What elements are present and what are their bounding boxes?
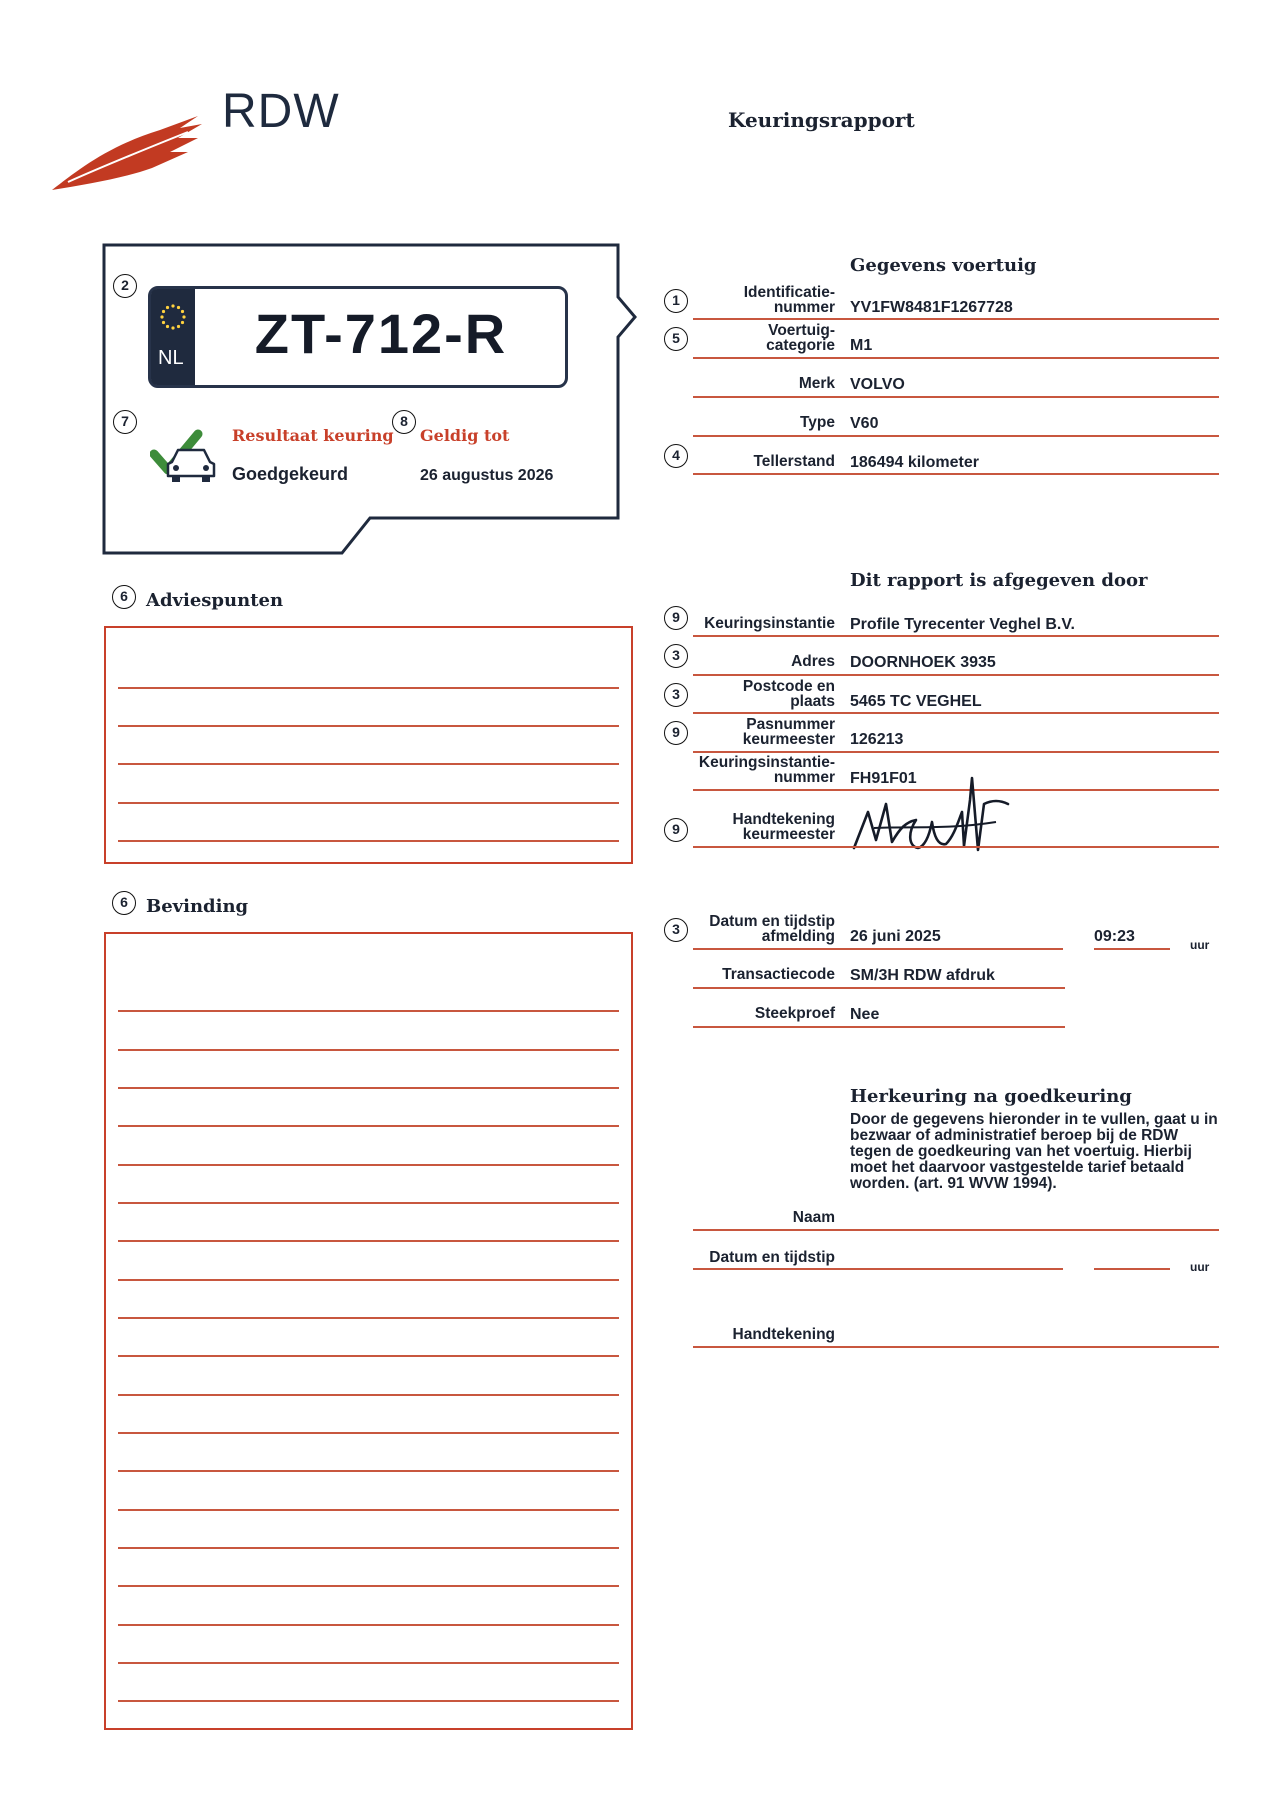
registration-date: 26 juni 2025 (850, 928, 941, 945)
marker-9a: 9 (664, 606, 688, 630)
approved-car-icon (150, 428, 218, 486)
valid-until-value: 26 augustus 2026 (420, 467, 554, 484)
sample-check-label: Steekproef (754, 1005, 835, 1022)
address-label: Adres (791, 653, 835, 670)
vin-label: Identificatie- nummer (743, 284, 835, 316)
result-label: Resultaat keuring (232, 426, 394, 445)
eu-band (151, 289, 195, 385)
reinspection-unit: uur (1190, 1260, 1210, 1274)
sample-check-value: Nee (850, 1006, 880, 1023)
transaction-value: SM/3H RDW afdruk (850, 967, 995, 984)
marker-6: 6 (112, 585, 136, 609)
inspection-number-value: FH91F01 (850, 770, 917, 787)
advice-title: Adviespunten (146, 590, 284, 611)
inspection-body-label: Keuringsinstantie (704, 615, 835, 632)
eu-stars-icon (159, 303, 187, 331)
signature-field[interactable] (850, 1318, 1219, 1344)
name-field[interactable] (850, 1214, 1219, 1228)
inspection-body-value: Profile Tyrecenter Veghel B.V. (850, 616, 1075, 633)
signature-label: Handtekening (732, 1326, 835, 1343)
marker-1: 1 (664, 289, 688, 313)
marker-9b: 9 (664, 721, 688, 745)
inspection-number-label: Keuringsinstantie- nummer (698, 754, 835, 786)
valid-until-label: Geldig tot (420, 426, 510, 445)
transaction-label: Transactiecode (722, 966, 835, 983)
marker-5: 5 (664, 327, 688, 351)
odometer-label: Tellerstand (753, 453, 835, 470)
vehicle-heading: Gegevens voertuig (850, 255, 1037, 276)
finding-box (104, 932, 633, 1730)
document-title: Keuringsrapport (728, 108, 915, 132)
plate-registration: ZT-712-R (254, 302, 508, 365)
type-label: Type (799, 414, 835, 431)
postcode-label: Postcode en plaats (742, 678, 835, 710)
finding-title: Bevinding (146, 896, 249, 917)
advice-box (104, 626, 633, 864)
marker-6b: 6 (112, 891, 136, 915)
marker-3c: 3 (664, 918, 688, 942)
marker-9c: 9 (664, 818, 688, 842)
category-label: Voertuig- categorie (766, 322, 835, 354)
reinspection-time-field[interactable] (1094, 1253, 1170, 1267)
name-label: Naam (792, 1209, 835, 1226)
type-value: V60 (850, 415, 879, 432)
marker-3a: 3 (664, 644, 688, 668)
odometer-value: 186494 kilometer (850, 454, 979, 471)
marker-8: 8 (392, 410, 416, 434)
marker-2: 2 (113, 274, 137, 298)
address-value: DOORNHOEK 3935 (850, 654, 996, 671)
reinspection-text: Door de gegevens hieronder in te vullen, gaat u in bezwaar of administratief beroep bij de RDW tegen de goedkeuring van het voertuig. Hierbij moet het daarvoor vastgestelde tarief betaald worden. (art. 91 WVW 1994). (850, 1111, 1218, 1192)
marker-7: 7 (113, 410, 137, 434)
reinspection-date-field[interactable] (850, 1253, 1063, 1267)
category-value: M1 (850, 337, 873, 354)
pass-number-label: Pasnummer keurmeester (742, 716, 835, 748)
registration-time: 09:23 (1094, 928, 1135, 945)
license-plate (148, 286, 568, 388)
marker-4: 4 (664, 444, 688, 468)
organization-name: RDW (222, 85, 340, 138)
inspector-signature (846, 770, 1026, 862)
reinspection-datetime-label: Datum en tijdstip (709, 1249, 835, 1266)
result-value: Goedgekeurd (232, 464, 349, 484)
postcode-value: 5465 TC VEGHEL (850, 693, 982, 710)
brand-value: VOLVO (850, 376, 905, 393)
registration-datetime-label: Datum en tijdstip afmelding (709, 913, 835, 945)
registration-unit: uur (1190, 938, 1210, 952)
brand-label: Merk (798, 375, 835, 392)
plate-country: NL (158, 347, 184, 369)
marker-3b: 3 (664, 683, 688, 707)
rdw-logo-icon (48, 108, 208, 198)
pass-number-value: 126213 (850, 731, 904, 748)
issuer-heading: Dit rapport is afgegeven door (850, 570, 1148, 591)
vin-value: YV1FW8481F1267728 (850, 299, 1013, 316)
inspector-signature-label: Handtekening keurmeester (732, 811, 835, 843)
reinspection-heading: Herkeuring na goedkeuring (850, 1086, 1132, 1107)
